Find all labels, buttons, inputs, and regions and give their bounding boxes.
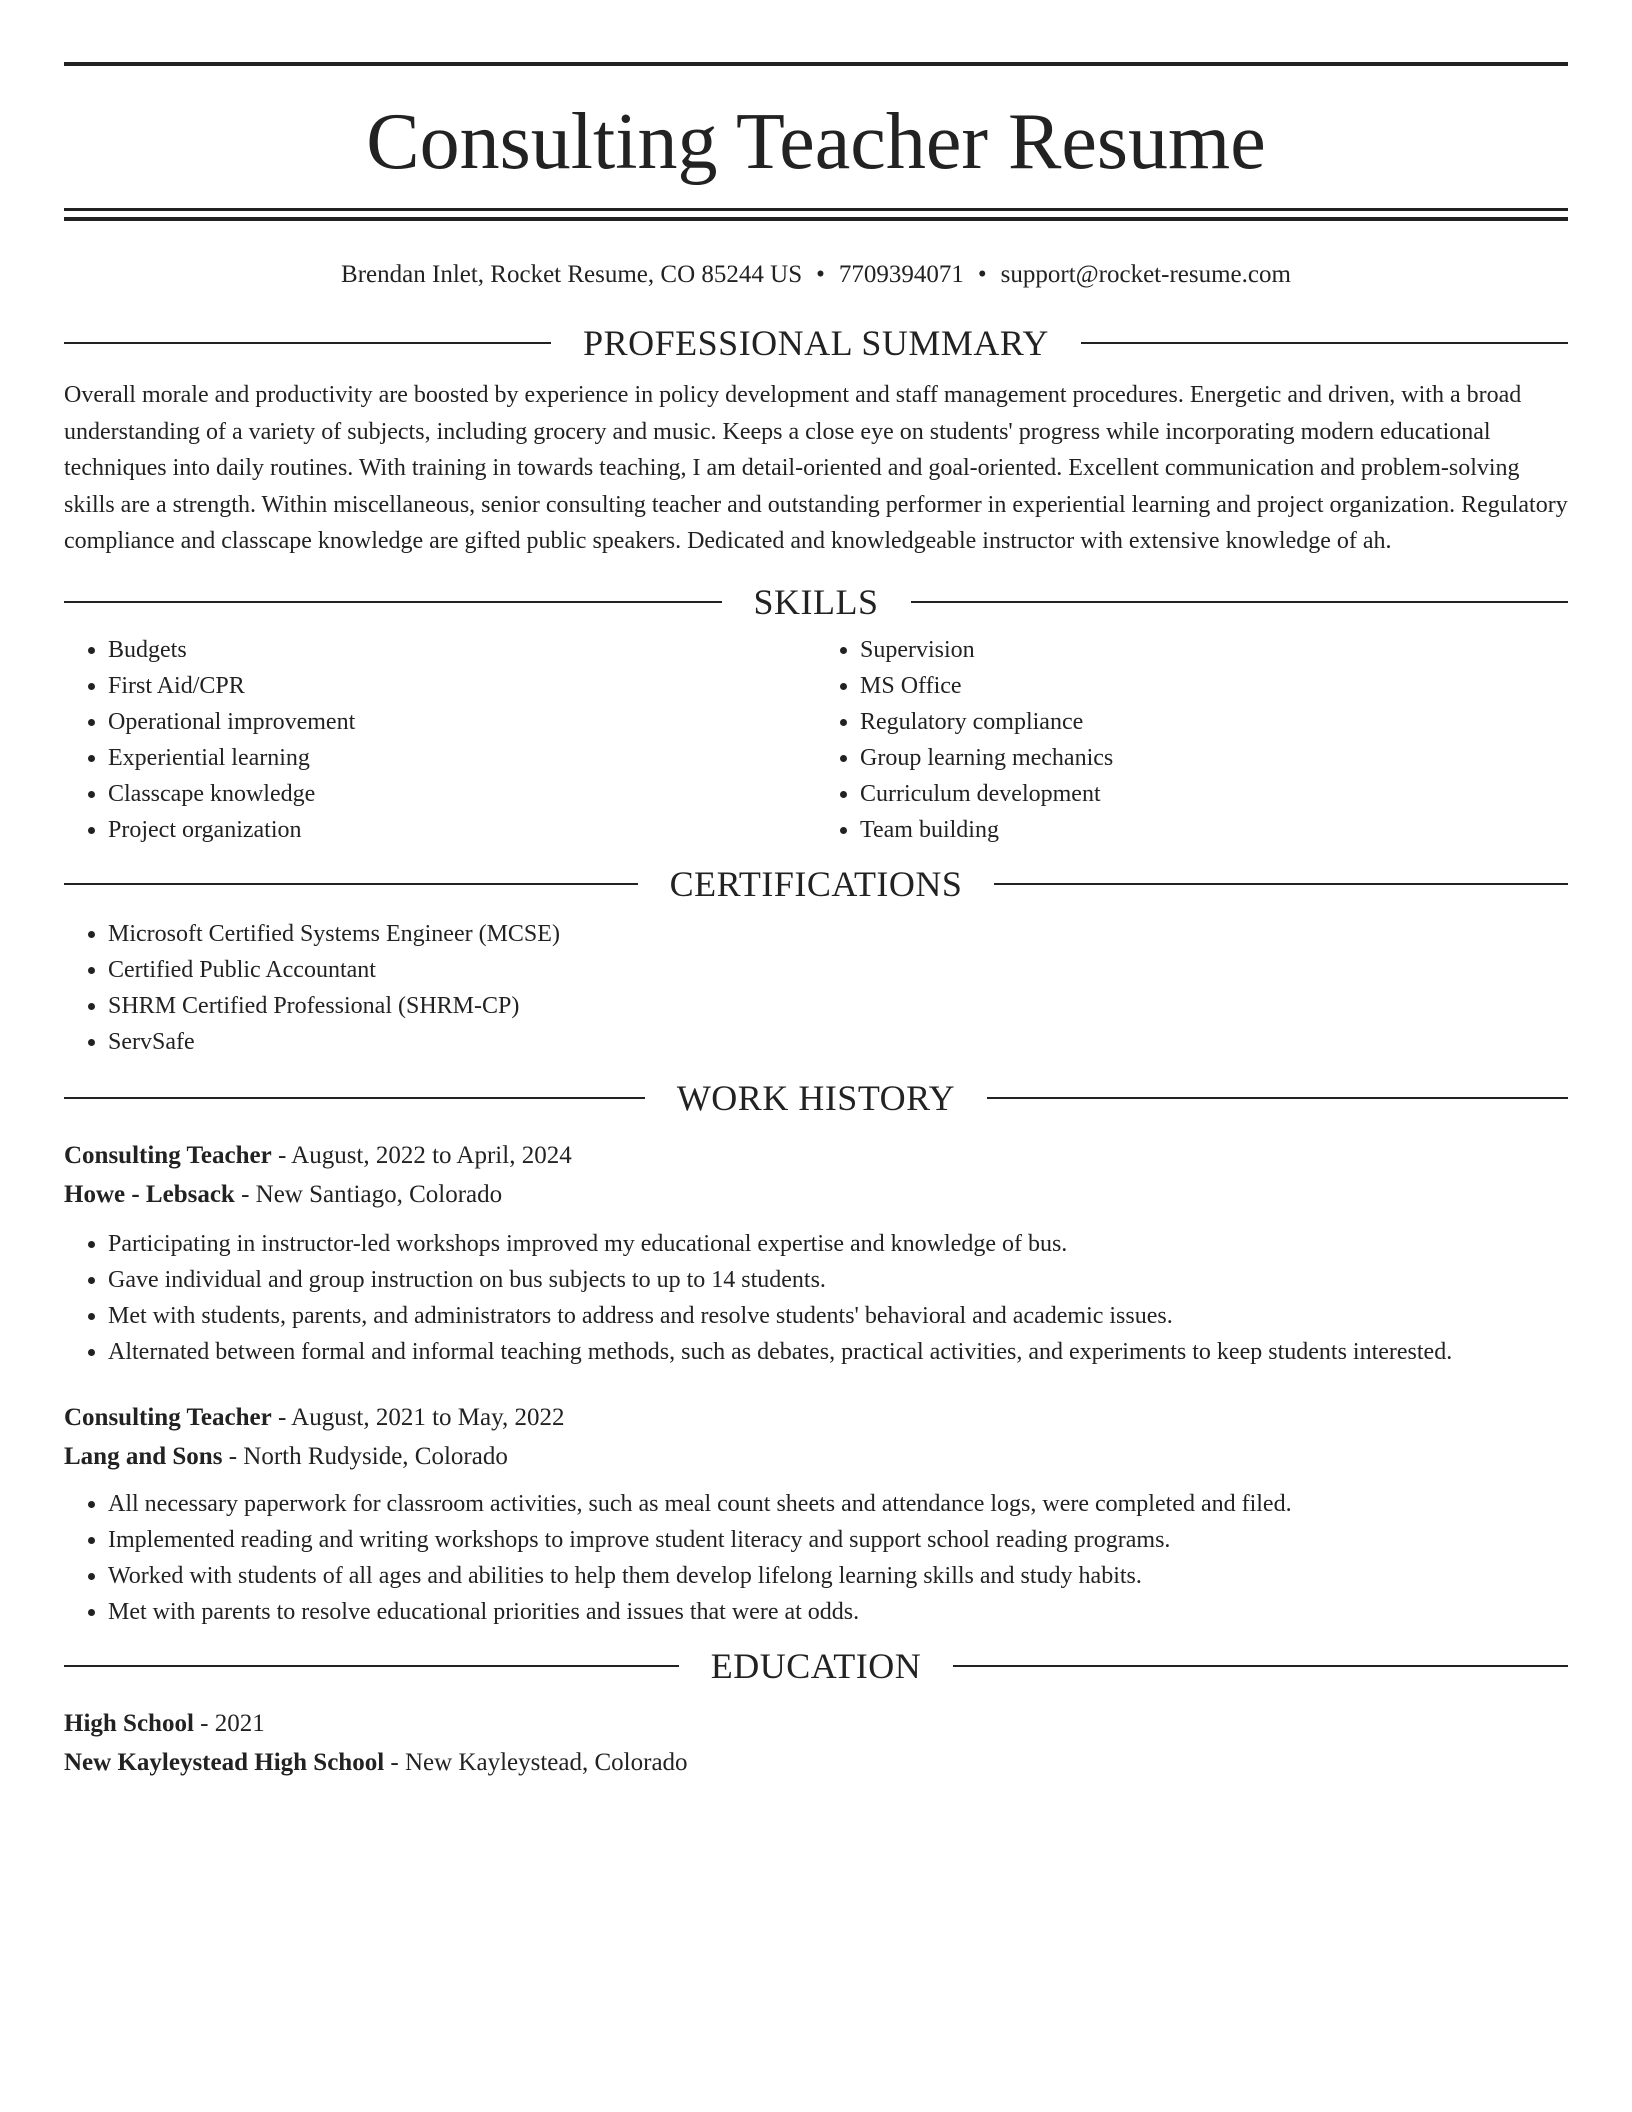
section-title: CERTIFICATIONS [669, 863, 963, 904]
resume-title: Consulting Teacher Resume [366, 98, 1266, 186]
education-year: - 2021 [193, 1709, 265, 1737]
job-entry [64, 1136, 1568, 1370]
skill-item: • Budgets [108, 632, 816, 668]
education-location: - New Kayleystead, Colorado [384, 1748, 688, 1776]
skills-list-left [64, 632, 816, 848]
section-title: SKILLS [753, 581, 879, 622]
education-school-line [64, 1743, 1568, 1782]
job-duty-item: • Alternated between formal and informal teaching methods, such as debates, practical activities, and experiments to keep students interested. [108, 1334, 1568, 1370]
certification-item: • ServSafe [108, 1024, 1568, 1060]
education-entry [64, 1704, 1568, 1782]
skill-item: • Group learning mechanics [860, 740, 1568, 776]
heading-rule-right [953, 1665, 1568, 1667]
skills-list-right [816, 632, 1568, 848]
job-company-line [64, 1437, 1568, 1476]
heading-rule-right [994, 883, 1568, 885]
certifications-section-heading [64, 862, 1568, 906]
certifications-list [64, 916, 1568, 1060]
skills-section-heading [64, 580, 1568, 624]
heading-rule-right [911, 601, 1569, 603]
skill-item: • First Aid/CPR [108, 668, 816, 704]
heading-rule-left [64, 883, 638, 885]
job-company: Lang and Sons [64, 1442, 223, 1470]
section-title: EDUCATION [710, 1645, 922, 1686]
job-duties-list [64, 1226, 1568, 1370]
education-school: New Kayleystead High School [64, 1748, 385, 1776]
certification-item: • SHRM Certified Professional (SHRM-CP) [108, 988, 1568, 1024]
job-company-line [64, 1175, 1568, 1214]
job-title: Consulting Teacher [64, 1403, 272, 1431]
work-history-section-heading [64, 1076, 1568, 1120]
heading-rule-left [64, 601, 722, 603]
heading-rule-left [64, 1097, 645, 1099]
contact-separator: • [977, 261, 987, 288]
job-entry [64, 1398, 1568, 1630]
title-double-rule [64, 208, 1568, 221]
job-dates: - August, 2022 to April, 2024 [271, 1141, 572, 1169]
contact-line [64, 257, 1568, 293]
skill-item: • Curriculum development [860, 776, 1568, 812]
job-location: - North Rudyside, Colorado [222, 1442, 508, 1470]
education-degree-line [64, 1704, 1568, 1743]
top-rule [64, 62, 1568, 66]
heading-rule-right [987, 1097, 1568, 1099]
job-duty-item: • Implemented reading and writing workshops to improve student literacy and support school reading programs. [108, 1522, 1568, 1558]
skill-item: • Supervision [860, 632, 1568, 668]
job-dates: - August, 2021 to May, 2022 [271, 1403, 565, 1431]
job-duty-item: • Met with students, parents, and administrators to address and resolve students' behavioral and academic issues. [108, 1298, 1568, 1334]
skill-item: • Classcape knowledge [108, 776, 816, 812]
job-duty-item: • Participating in instructor-led workshops improved my educational expertise and knowledge of bus. [108, 1226, 1568, 1262]
heading-rule-left [64, 342, 551, 344]
summary-text: Overall morale and productivity are boosted by experience in policy development and staff management procedures. Energetic and driven, with a broad understanding of a variety of subjects, including grocery and music. Keeps a close eye on students' progress while incorporating modern educational techniques into daily routines. With training in towards teaching, I am detail-oriented and goal-oriented. Excellent communication and problem-solving skills are a strength. Within miscellaneous, senior consulting teacher and outstanding performer in experiential learning and project organization. Regulatory compliance and classcape knowledge are gifted public speakers. Dedicated and knowledgeable instructor with extensive knowledge of ah. [64, 382, 1568, 554]
section-title: WORK HISTORY [676, 1077, 956, 1118]
heading-rule-right [1081, 342, 1568, 344]
summary-section-heading [64, 321, 1568, 365]
job-title-line [64, 1398, 1568, 1437]
job-title: Consulting Teacher [64, 1141, 272, 1169]
job-duties-list [64, 1486, 1568, 1630]
job-duty-item: • Gave individual and group instruction on bus subjects to up to 14 students. [108, 1262, 1568, 1298]
skill-item: • Experiential learning [108, 740, 816, 776]
job-company: Howe - Lebsack [64, 1180, 235, 1208]
education-section-heading [64, 1644, 1568, 1688]
education-degree: High School [64, 1709, 194, 1737]
section-title: PROFESSIONAL SUMMARY [583, 323, 1049, 363]
job-title-line [64, 1136, 1568, 1175]
skill-item: • Project organization [108, 812, 816, 848]
certification-item: • Microsoft Certified Systems Engineer (MCSE) [108, 916, 1568, 952]
skill-item: • Operational improvement [108, 704, 816, 740]
certification-item: • Certified Public Accountant [108, 952, 1568, 988]
skill-item: • Regulatory compliance [860, 704, 1568, 740]
job-duty-item: • Met with parents to resolve educational priorities and issues that were at odds. [108, 1594, 1568, 1630]
skill-item: • MS Office [860, 668, 1568, 704]
job-location: - New Santiago, Colorado [234, 1180, 503, 1208]
heading-rule-left [64, 1665, 679, 1667]
skills-grid [64, 632, 1568, 848]
contact-phone: 7709394071 [838, 261, 964, 288]
contact-email: support@rocket-resume.com [1000, 261, 1291, 288]
skill-item: • Team building [860, 812, 1568, 848]
job-duty-item: • All necessary paperwork for classroom activities, such as meal count sheets and attendance logs, were completed and filed. [108, 1486, 1568, 1522]
contact-address: Brendan Inlet, Rocket Resume, CO 85244 US [341, 261, 803, 288]
job-duty-item: • Worked with students of all ages and abilities to help them develop lifelong learning skills and study habits. [108, 1558, 1568, 1594]
contact-separator: • [816, 261, 825, 288]
